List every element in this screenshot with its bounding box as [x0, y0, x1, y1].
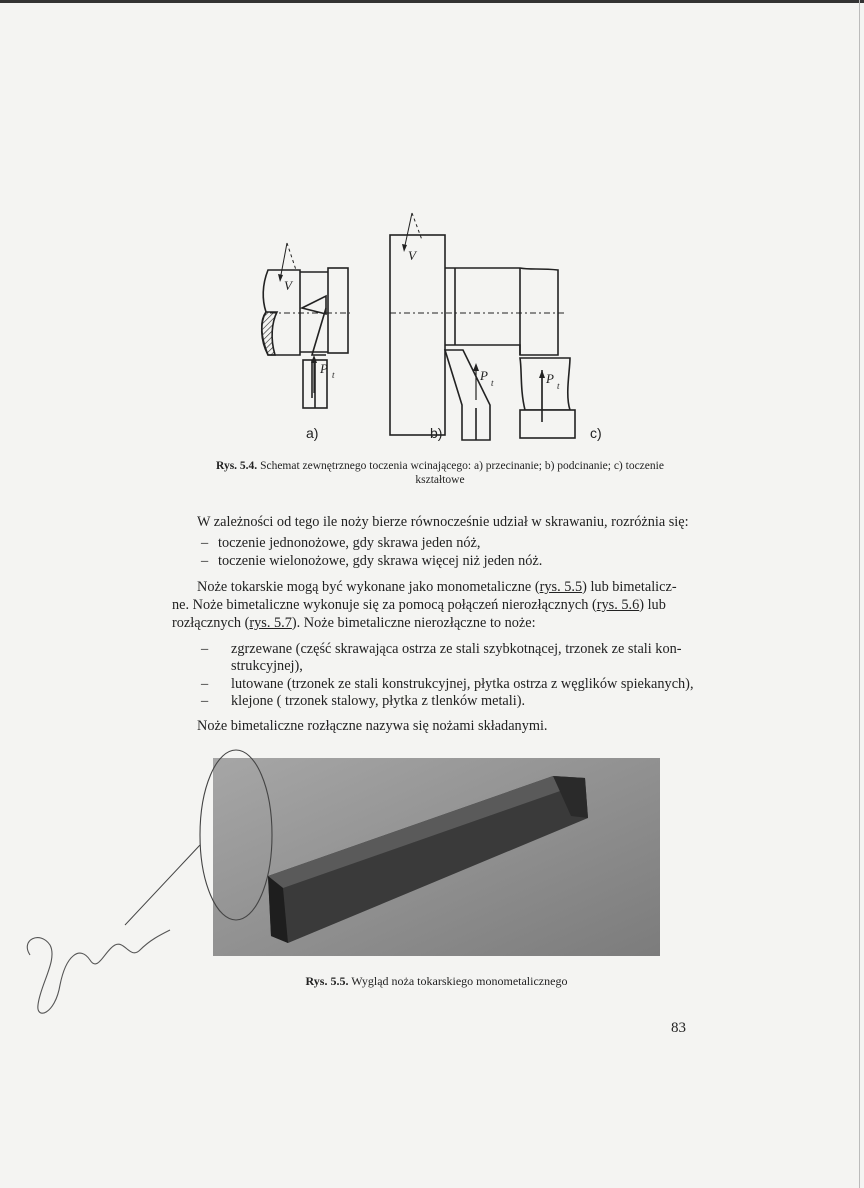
svg-text:t: t	[332, 370, 335, 380]
figure-label-a: a)	[306, 425, 319, 441]
list-item: – lutowane (trzonek ze stali konstrukcyjnej, płytka ostrza z węglików spiekanych),	[201, 676, 694, 692]
paragraph-2-line-3: rozłącznych (rys. 5.7). Noże bimetaliczne nierozłączne to noże:	[172, 615, 536, 631]
list-item-continuation: strukcyjnej),	[231, 658, 303, 674]
scan-right-edge	[859, 0, 860, 1188]
figure-5-4-diagram	[240, 210, 620, 445]
figure-label-b: b)	[430, 425, 443, 441]
list-item: – toczenie wielonożowe, gdy skrawa więcej niż jeden nóż.	[201, 553, 543, 569]
figure-label-c: c)	[590, 425, 602, 441]
force-label-c: P	[546, 371, 554, 386]
scan-top-edge	[0, 0, 864, 3]
figure-5-5-photo	[213, 758, 660, 956]
lathe-tool-image	[213, 758, 660, 956]
svg-text:t: t	[491, 378, 494, 388]
svg-text:t: t	[557, 381, 560, 391]
list-item: – klejone ( trzonek stalowy, płytka z tlenków metali).	[201, 693, 526, 709]
paragraph-3: Noże bimetaliczne rozłączne nazywa się nożami składanymi.	[197, 718, 548, 734]
figure-5-4-caption: Rys. 5.4. Schemat zewnętrznego toczenia wcinającego: a) przecinanie; b) podcinanie; c) toczenie kształtowe	[216, 460, 664, 486]
velocity-label-a: V	[284, 278, 292, 293]
paragraph-2-line-2: ne. Noże bimetaliczne wykonuje się za pomocą połączeń nierozłącznych (rys. 5.6) lub	[172, 597, 666, 613]
paragraph-1: W zależności od tego ile noży bierze równocześnie udział w skrawaniu, rozróżnia się:	[197, 514, 689, 530]
list-item: – zgrzewane (część skrawająca ostrza ze stali szybkotnącej, trzonek ze stali kon-	[201, 641, 682, 657]
figure-5-5-caption: Rys. 5.5. Wygląd noża tokarskiego monometalicznego	[305, 974, 568, 988]
ref-rys-5-6: rys. 5.6	[596, 597, 640, 613]
ref-rys-5-5: rys. 5.5	[539, 579, 583, 595]
handwritten-annotation	[0, 745, 280, 1035]
force-label-a: P	[320, 361, 328, 376]
velocity-label-b: V	[408, 248, 416, 263]
paragraph-2-line-1: Noże tokarskie mogą być wykonane jako monometaliczne (rys. 5.5) lub bimetalicz-	[197, 579, 677, 595]
ref-rys-5-7: rys. 5.7	[249, 615, 292, 631]
page-number: 83	[671, 1020, 686, 1036]
force-label-b: P	[480, 368, 488, 383]
list-item: – toczenie jednonożowe, gdy skrawa jeden nóż,	[201, 535, 481, 551]
